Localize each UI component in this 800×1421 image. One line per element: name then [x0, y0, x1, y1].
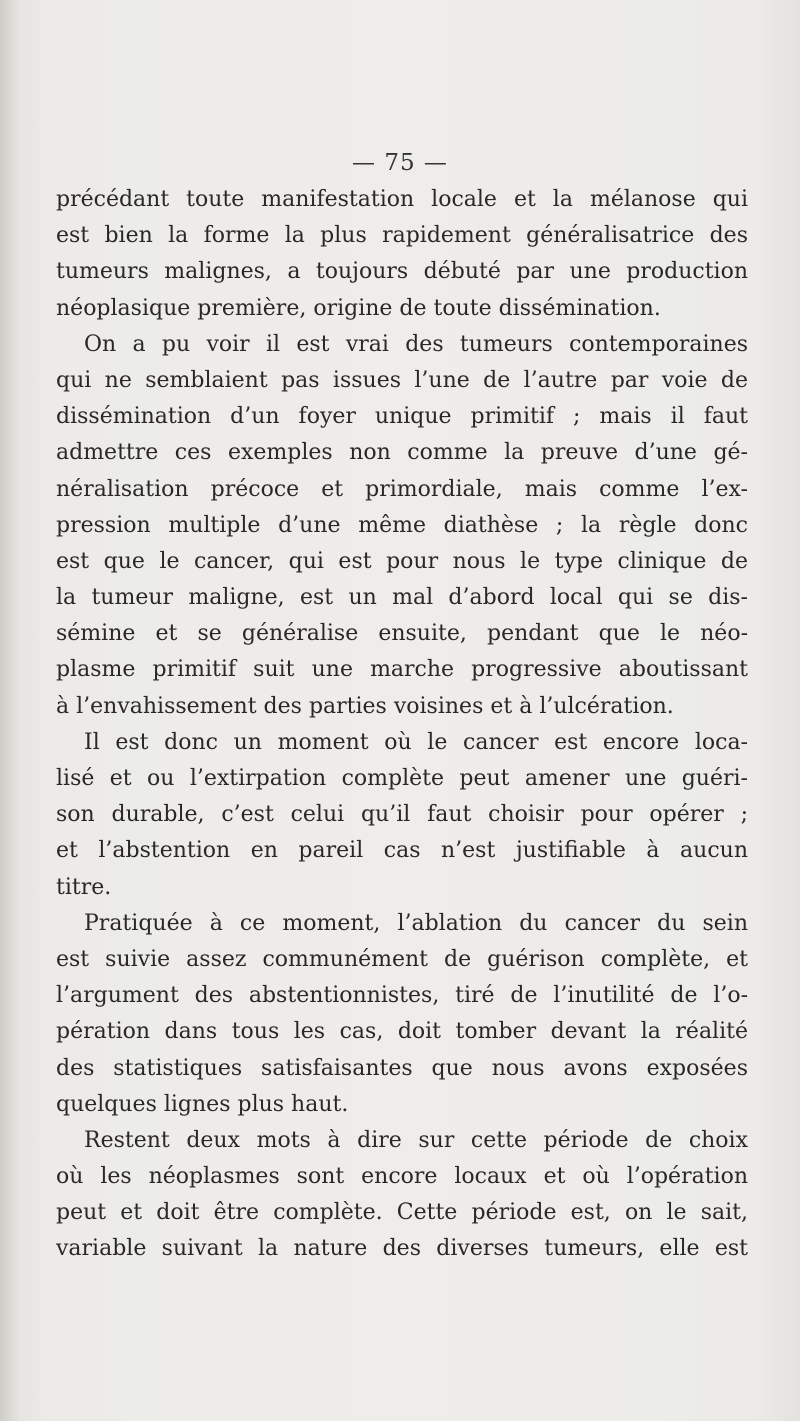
page-binding-edge — [0, 0, 18, 1421]
text-line: néralisation précoce et primordiale, mais comme l’ex- — [56, 476, 748, 502]
body-text — [56, 182, 748, 1268]
text-line: où les néoplasmes sont encore locaux et où l’opération — [56, 1164, 748, 1190]
text-line: dissémination d’un foyer unique primitif ; mais il faut — [56, 404, 748, 430]
text-line: variable suivant la nature des diverses tumeurs, elle est — [56, 1236, 748, 1262]
text-line: Pratiquée à ce moment, l’ablation du cancer du sein — [84, 910, 748, 936]
text-line: sémine et se généralise ensuite, pendant que le néo- — [56, 621, 748, 647]
text-line: quelques lignes plus haut. — [56, 1091, 349, 1117]
text-line: et l’abstention en pareil cas n’est justifiable à aucun — [56, 838, 748, 864]
page-number: — 75 — — [352, 150, 448, 176]
text-line: pération dans tous les cas, doit tomber devant la réalité — [56, 1019, 748, 1045]
text-line: Il est donc un moment où le cancer est encore loca- — [84, 729, 748, 755]
text-line: néoplasique première, origine de toute dissémination. — [56, 295, 661, 321]
text-line: Restent deux mots à dire sur cette période de choix — [84, 1127, 748, 1153]
text-line: lisé et ou l’extirpation complète peut amener une guéri- — [56, 766, 748, 791]
text-line: à l’envahissement des parties voisines et à l’ulcération. — [56, 693, 674, 719]
text-line: la tumeur maligne, est un mal d’abord local qui se dis- — [56, 585, 748, 611]
text-line: est suivie assez communément de guérison complète, et — [56, 946, 748, 972]
text-line: qui ne semblaient pas issues l’une de l’autre par voie de — [56, 367, 748, 393]
text-line: tumeurs malignes, a toujours débuté par une production — [56, 259, 748, 285]
text-line: son durable, c’est celui qu’il faut choisir pour opérer ; — [56, 802, 748, 828]
text-line: l’argument des abstentionnistes, tiré de l’inutilité de l’o- — [56, 983, 748, 1009]
text-line: titre. — [56, 874, 112, 900]
text-line: précédant toute manifestation locale et la mélanose qui — [56, 187, 748, 212]
text-line: est que le cancer, qui est pour nous le type clinique de — [56, 548, 748, 574]
text-line: pression multiple d’une même diathèse ; la règle donc — [56, 512, 748, 538]
text-line: est bien la forme la plus rapidement généralisatrice des — [56, 223, 748, 249]
text-line: admettre ces exemples non comme la preuve d’une gé- — [56, 440, 748, 466]
text-line: plasme primitif suit une marche progressive aboutissant — [56, 657, 748, 683]
text-line: On a pu voir il est vrai des tumeurs contemporaines — [84, 331, 748, 357]
text-line: peut et doit être complète. Cette période est, on le sait, — [56, 1200, 748, 1226]
text-line: des statistiques satisfaisantes que nous avons exposées — [56, 1055, 748, 1081]
